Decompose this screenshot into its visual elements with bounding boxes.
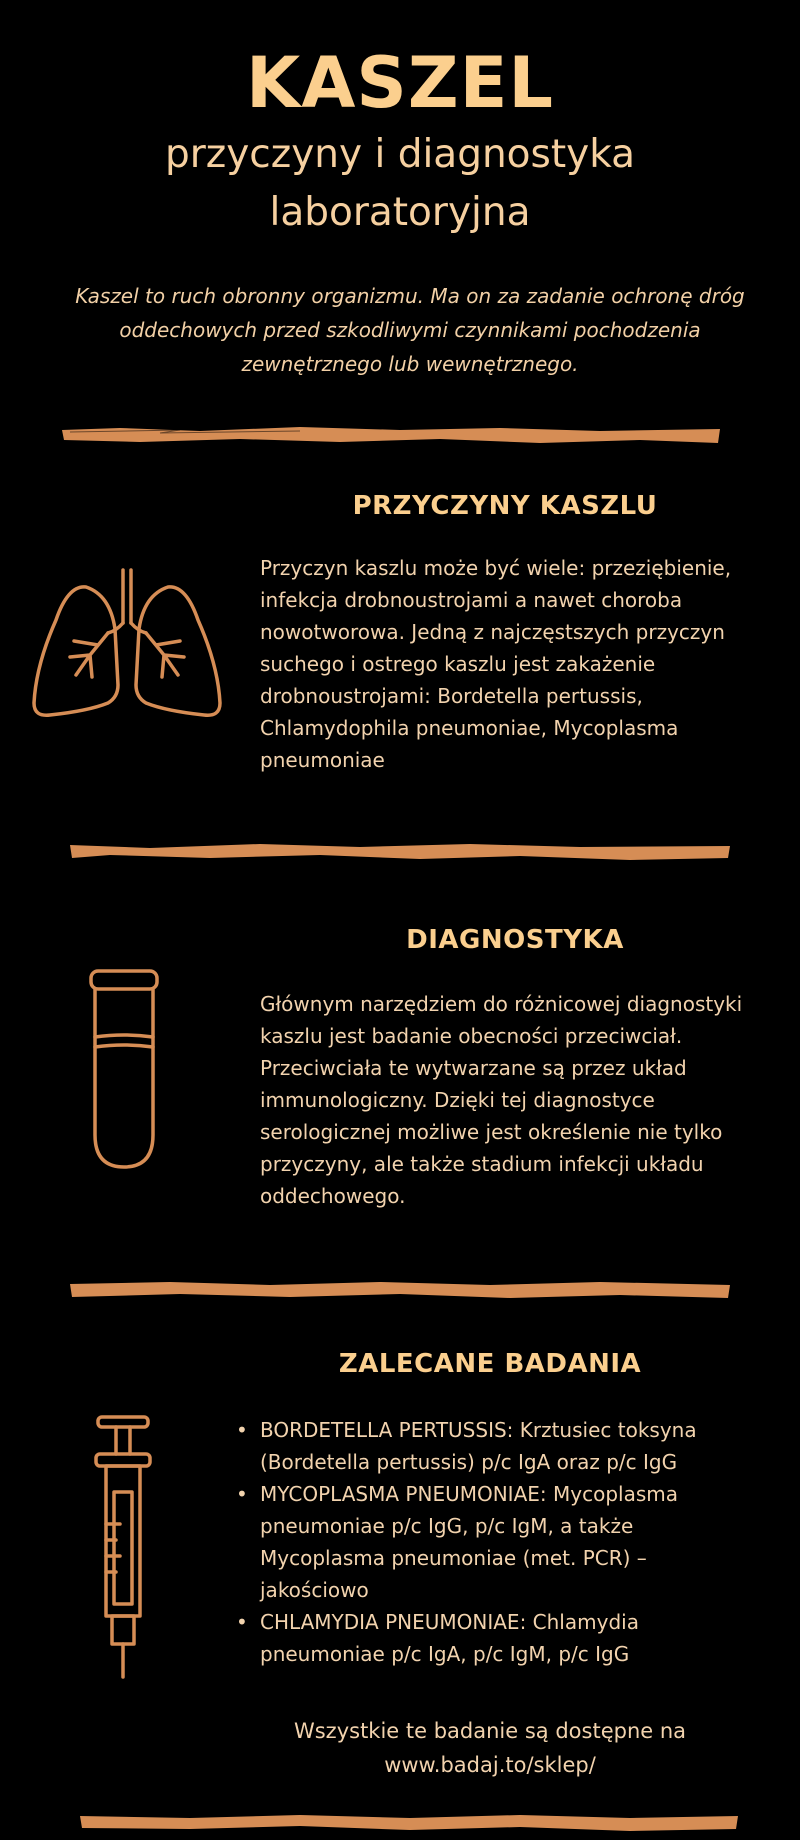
list-item-text: MYCOPLASMA PNEUMONIAE: Mycoplasma pneumoniae p/c IgG, p/c IgM, a także Mycoplasma pneumoniae (met. PCR) – jakościowo [260, 1482, 678, 1602]
page-title: KASZEL [245, 42, 554, 124]
bullet: • [236, 1482, 248, 1506]
brush-divider [0, 420, 800, 450]
list-item [236, 1478, 740, 1606]
diagnostics-text: Głównym narzędziem do różnicowej diagnostyki kaszlu jest badanie obecności przeciwciał. Przeciwciała te wytwarzane są przez układ immunologiczny. Dzięki tej diagnostyce serologicznej możliwe jest określenie nie tylko przyczyny, ale także stadium infekcji układu oddechowego. [260, 992, 743, 1208]
brush-divider [0, 836, 800, 866]
list-item-text: CHLAMYDIA PNEUMONIAE: Chlamydia pneumoniae p/c IgA, p/c IgM, p/c IgG [260, 1610, 639, 1666]
footer-line-1: Wszystkie te badanie są dostępne na [293, 1719, 687, 1743]
syringe-icon [90, 1412, 160, 1682]
subtitle-line-2: laboratoryjna [269, 190, 531, 235]
section-heading-recommended-tests: ZALECANE BADANIA [338, 1349, 642, 1379]
list-item [236, 1414, 740, 1478]
section-heading-causes: PRZYCZYNY KASZLU [352, 491, 658, 521]
test-tube-icon [85, 965, 165, 1175]
recommended-tests-list [236, 1414, 740, 1670]
lungs-icon [28, 565, 223, 720]
shop-link[interactable]: www.badaj.to/sklep/ [384, 1753, 596, 1777]
section-heading-diagnostics: DIAGNOSTYKA [406, 925, 624, 955]
list-item [236, 1606, 740, 1670]
brush-divider [0, 1274, 800, 1304]
causes-text: Przyczyn kaszlu może być wiele: przeziębienie, infekcja drobnoustrojami a nawet choroba nowotworowa. Jedną z najczęstszych przyczyn suchego i ostrego kaszlu jest zakażenie drobnoustrojami: Bordetella pertussis, Chlamydophila pneumoniae, Mycoplasma pneumoniae [260, 556, 732, 772]
brush-divider [0, 1807, 800, 1837]
bullet: • [236, 1610, 248, 1634]
subtitle-line-1: przyczyny i diagnostyka [164, 132, 636, 177]
bullet: • [236, 1418, 248, 1442]
footer-note [250, 1714, 730, 1782]
intro-text: Kaszel to ruch obronny organizmu. Ma on za zadanie ochronę dróg oddechowych przed szkodliwymi czynnikami pochodzenia zewnętrznego lub wewnętrznego. [75, 284, 745, 376]
list-item-text: BORDETELLA PERTUSSIS: Krztusiec toksyna (Bordetella pertussis) p/c IgA oraz p/c IgG [260, 1418, 697, 1474]
page-subtitle [0, 126, 800, 242]
